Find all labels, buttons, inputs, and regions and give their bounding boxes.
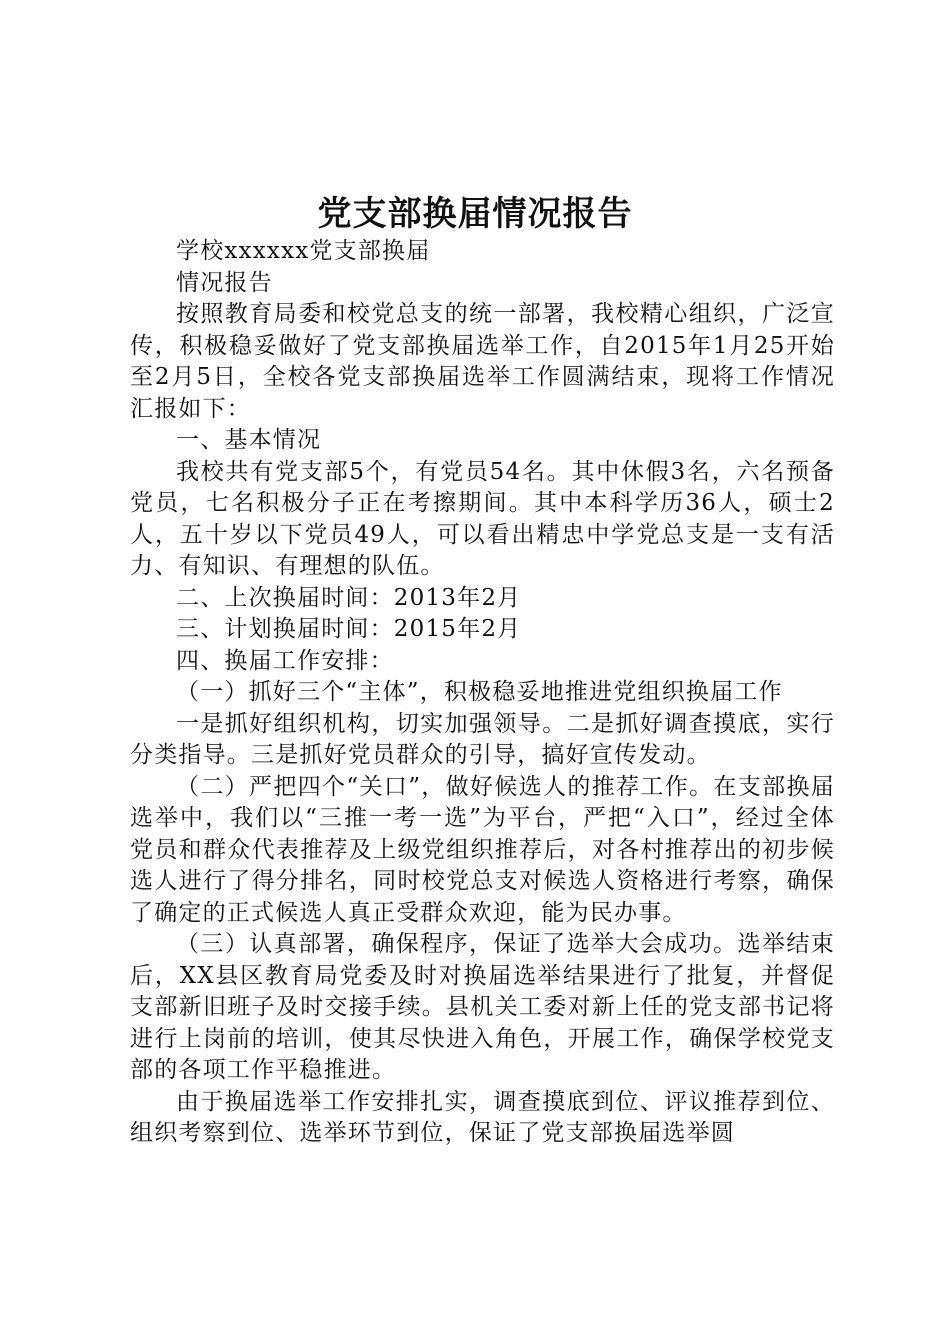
- paragraph: 我校共有党支部5个，有党员54名。其中休假3名，六名预备党员，七名积极分子正在考擦期间。其中本科学历36人，硕士2人，五十岁以下党员49人，可以看出精忠中学党总支是一支有活力、有知识、有理想的队伍。: [130, 458, 835, 579]
- document-body: [130, 236, 835, 1150]
- paragraph: （二）严把四个“关口”，做好候选人的推荐工作。在支部换届选举中，我们以“三推一考一选”为平台，严把“入口”，经过全体党员和群众代表推荐及上级党组织推荐后，对各村推荐出的初步候选人进行了得分排名，同时校党总支对候选人资格进行考察，确保了确定的正式候选人真正受群众欢迎，能为民办事。: [130, 773, 835, 926]
- paragraph: （三）认真部署，确保程序，保证了选举大会成功。选举结束后，XX县区教育局党委及时对换届选举结果进行了批复，并督促支部新旧班子及时交接手续。县机关工委对新上任的党支部书记将进行上岗前的培训，使其尽快进入角色，开展工作，确保学校党支部的各项工作平稳推进。: [130, 931, 835, 1083]
- paragraph: 情况报告: [176, 269, 273, 296]
- paragraph: 按照教育局委和校党总支的统一部署，我校精心组织，广泛宣传，积极稳妥做好了党支部换届选举工作，自2015年1月25开始至2月5日，全校各党支部换届选举工作圆满结束，现将工作情况汇报如下：: [130, 301, 835, 422]
- document-title: 党支部换届情况报告: [317, 194, 633, 234]
- section-heading: 二、上次换届时间：2013年2月: [176, 584, 522, 611]
- section-heading: 四、换届工作安排：: [176, 647, 394, 674]
- paragraph: 一是抓好组织机构，切实加强领导。二是抓好调查摸底，实行分类指导。三是抓好党员群众的引导，搞好宣传发动。: [130, 710, 835, 768]
- subsection-heading: （一）抓好三个“主体”，积极稳妥地推进党组织换届工作: [176, 679, 783, 705]
- section-heading: 三、计划换届时间：2015年2月: [176, 616, 522, 642]
- paragraph: 由于换届选举工作安排扎实，调查摸底到位、评议推荐到位、组织考察到位、选举环节到位，保证了党支部换届选举圆: [130, 1088, 835, 1146]
- section-heading: 一、基本情况: [176, 427, 322, 453]
- paragraph: 学校xxxxxx党支部换届: [176, 238, 431, 264]
